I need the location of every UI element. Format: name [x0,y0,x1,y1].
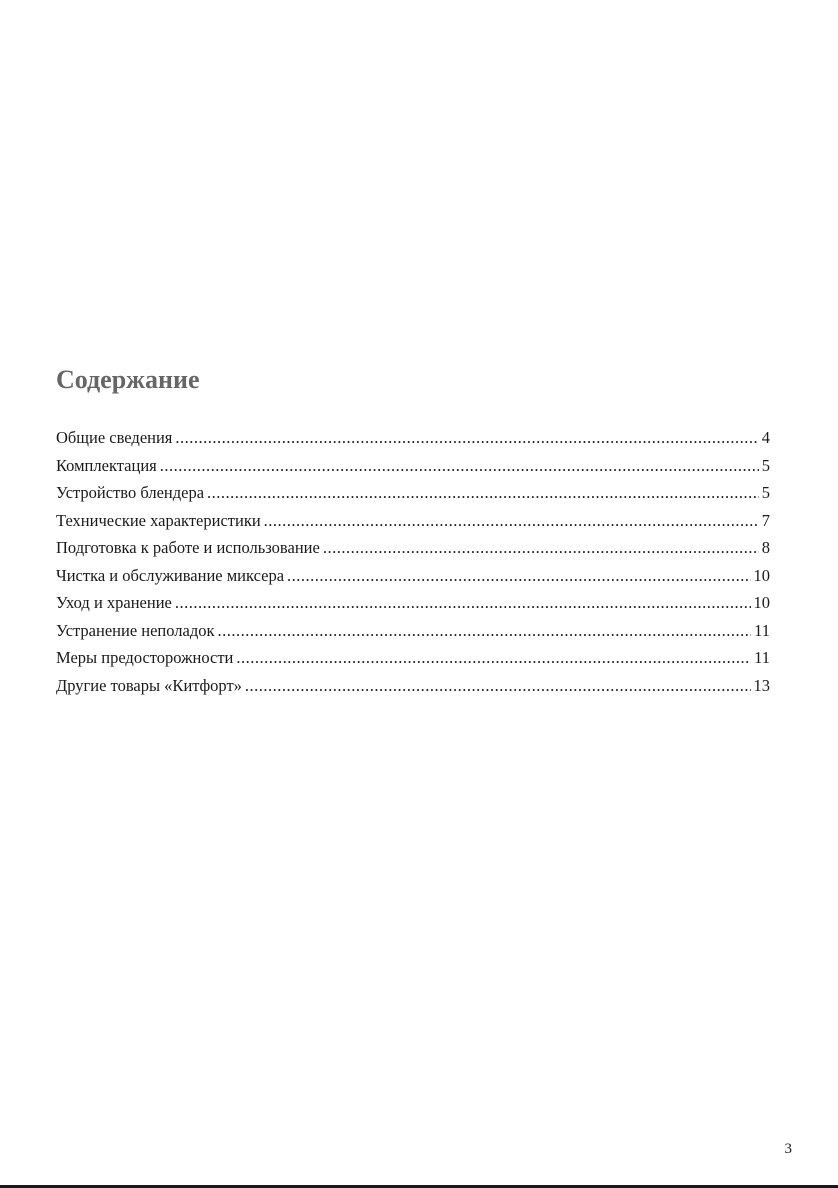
toc-title: Содержание [56,365,200,394]
toc-entry [56,483,770,511]
toc-entry [56,456,770,484]
toc-entry [56,621,770,649]
toc-entry-label: Технические характеристики [56,510,261,530]
toc-dot-leader [236,648,751,668]
toc-entry [56,428,770,456]
toc-entry-page: 10 [753,565,770,585]
toc-entry-page: 5 [761,483,770,502]
toc-entry-page: 7 [761,510,770,530]
toc-entry-label: Устранение неполадок [56,620,215,640]
toc-entry [56,593,770,621]
page-number: 3 [784,1141,792,1157]
toc-dot-leader [160,456,759,476]
toc-entry-label: Уход и хранение [56,593,172,612]
toc-entry-label: Общие сведения [56,428,173,447]
toc-list [56,428,770,703]
toc-entry-page: 11 [754,620,770,640]
toc-entry-label: Чистка и обслуживание миксера [56,565,285,585]
toc-entry [56,538,770,566]
toc-entry-label: Устройство блендера [56,483,205,502]
toc-entry-label: Другие товары «Китфорт» [56,675,242,695]
toc-dot-leader [175,593,751,613]
toc-entry-page: 4 [761,428,770,447]
toc-dot-leader [245,676,751,696]
toc-entry-label: Комплектация [56,455,157,475]
toc-entry [56,511,770,539]
toc-entry [56,566,770,594]
toc-entry-label: Меры предосторожности [56,648,234,667]
toc-entry [56,676,770,704]
toc-dot-leader [287,566,750,586]
toc-dot-leader [323,538,759,558]
toc-entry-page: 11 [754,648,770,667]
toc-entry-label: Подготовка к работе и использование [56,538,320,557]
toc-entry-page: 10 [753,593,770,612]
toc-dot-leader [264,511,759,531]
toc-dot-leader [175,428,758,448]
toc-dot-leader [218,621,752,641]
toc-entry [56,648,770,676]
toc-entry-page: 8 [761,538,770,557]
toc-dot-leader [207,483,759,503]
toc-entry-page: 5 [761,455,770,475]
toc-entry-page: 13 [753,675,770,695]
